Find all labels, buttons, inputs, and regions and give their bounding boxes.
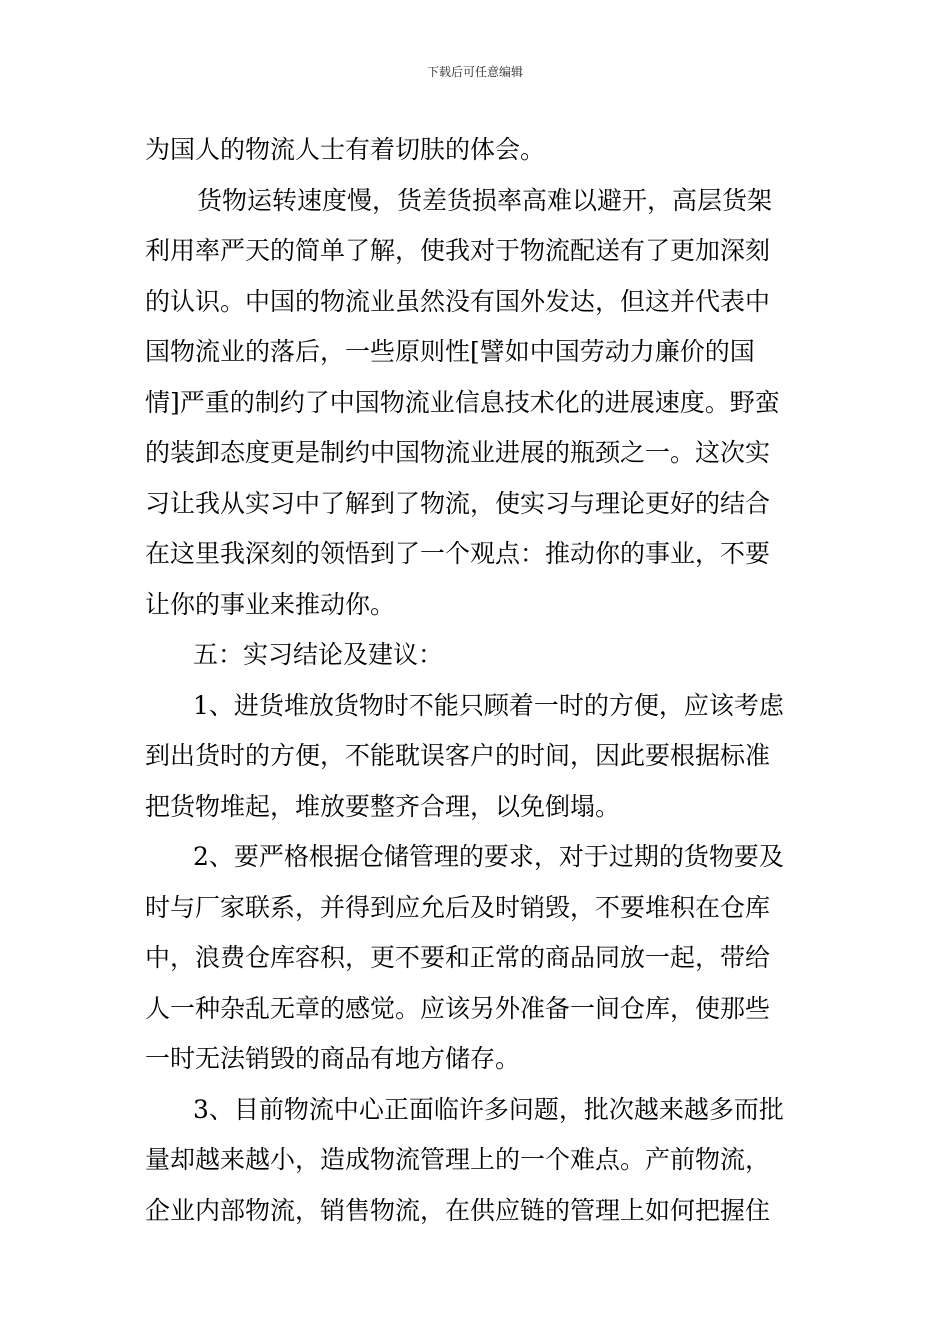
- text-line: 在这里我深刻的领悟到了一个观点：推动你的事业，不要: [145, 539, 771, 568]
- text-line: 的认识。中国的物流业虽然没有国外发达，但这并代表中: [145, 286, 771, 316]
- text-line: 情]严重的制约了中国物流业信息技术化的进展速度。野蛮: [145, 387, 780, 417]
- text-line: 习让我从实习中了解到了物流，使实习与理论更好的结合: [145, 488, 771, 518]
- paragraph-start-line: 1、进货堆放货物时不能只顾着一时的方便，应该考虑: [193, 690, 784, 720]
- text-line: 时与厂家联系，并得到应允后及时销毁，不要堆积在仓库: [145, 892, 771, 922]
- text-line: 企业内部物流，销售物流，在供应链的管理上如何把握住: [145, 1195, 771, 1225]
- text-line: 的装卸态度更是制约中国物流业进展的瓶颈之一。这次实: [145, 438, 771, 467]
- page-header: 下载后可任意编辑: [426, 65, 523, 79]
- paragraph-start-line: 货物运转速度慢，货差货损率高难以避开，高层货架: [197, 185, 773, 215]
- document-body: [145, 125, 815, 1236]
- section-heading: 五：实习结论及建议：: [193, 640, 444, 669]
- text-line: 把货物堆起，堆放要整齐合理，以免倒塌。: [145, 791, 621, 821]
- text-line: 到出货时的方便，不能耽误客户的时间，因此要根据标准: [145, 741, 771, 770]
- text-line: 一时无法销毁的商品有地方储存。: [145, 1044, 521, 1073]
- paragraph-start-line: 2、要严格根据仓储管理的要求，对于过期的货物要及: [193, 842, 784, 871]
- text-line: 人一种杂乱无章的感觉。应该另外准备一间仓库，使那些: [145, 993, 771, 1023]
- text-line: 国物流业的落后，一些原则性[譬如中国劳动力廉价的国: [145, 337, 755, 366]
- text-line: 量却越来越小，造成物流管理上的一个难点。产前物流，: [145, 1145, 771, 1174]
- text-line: 为国人的物流人士有着切肤的体会。: [145, 135, 546, 164]
- text-line: 让你的事业来推动你。: [145, 589, 396, 619]
- text-line: 利用率严天的简单了解，使我对于物流配送有了更加深刻: [145, 236, 771, 265]
- text-line: 中，浪费仓库容积，更不要和正常的商品同放一起，带给: [145, 943, 771, 972]
- paragraph-start-line: 3、目前物流中心正面临许多问题，批次越来越多而批: [193, 1094, 784, 1124]
